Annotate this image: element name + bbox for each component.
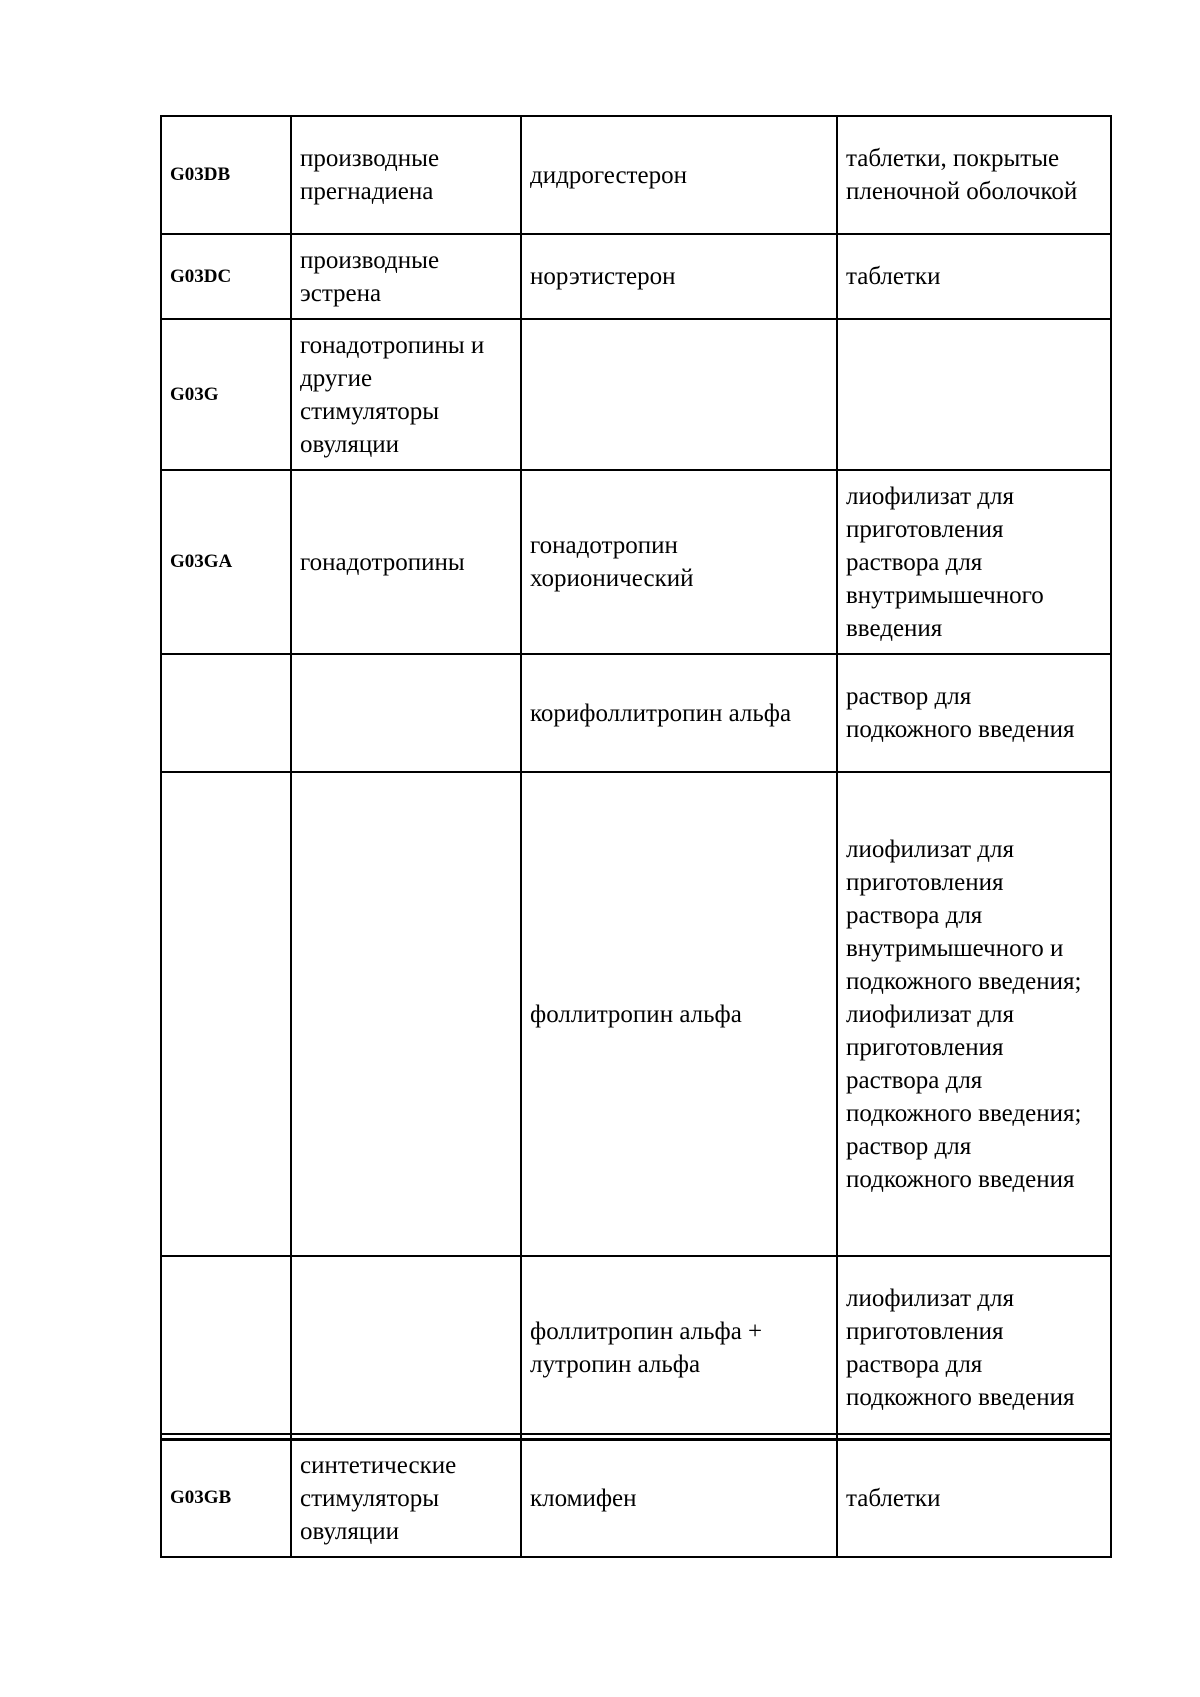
group-cell: синтетические стимуляторы овуляции <box>291 1439 521 1557</box>
atc-code-cell: G03GB <box>161 1439 291 1557</box>
drug-cell: фоллитропин альфа + лутропин альфа <box>521 1256 837 1440</box>
atc-code-cell: G03DB <box>161 116 291 234</box>
form-cell: лиофилизат для приготовления раствора для внутримышечного и подкожного введения; лиофилизат для приготовления раствора для подкожного введения; раствор для подкожного введения <box>837 772 1111 1256</box>
drug-table <box>160 115 1112 1441</box>
table-row <box>161 234 1111 319</box>
form-cell: лиофилизат для приготовления раствора для подкожного введения <box>837 1256 1111 1440</box>
atc-code-cell: G03G <box>161 319 291 470</box>
group-cell: гонадотропины и другие стимуляторы овуляции <box>291 319 521 470</box>
drug-cell: корифоллитропин альфа <box>521 654 837 772</box>
atc-code-cell <box>161 1256 291 1440</box>
group-cell <box>291 1256 521 1440</box>
atc-code-cell <box>161 654 291 772</box>
form-cell: таблетки <box>837 234 1111 319</box>
table-row <box>161 319 1111 470</box>
group-cell <box>291 772 521 1256</box>
table-row <box>161 654 1111 772</box>
form-cell: таблетки, покрытые пленочной оболочкой <box>837 116 1111 234</box>
atc-code-cell: G03GA <box>161 470 291 654</box>
group-cell: гонадотропины <box>291 470 521 654</box>
drug-table-continued <box>160 1438 1112 1558</box>
drug-cell <box>521 319 837 470</box>
form-cell <box>837 319 1111 470</box>
table-row <box>161 1439 1111 1557</box>
table-row <box>161 772 1111 1256</box>
table-row <box>161 116 1111 234</box>
atc-code-cell <box>161 772 291 1256</box>
form-cell: таблетки <box>837 1439 1111 1557</box>
table-divider <box>160 1433 1110 1435</box>
group-cell <box>291 654 521 772</box>
form-cell: раствор для подкожного введения <box>837 654 1111 772</box>
table-row <box>161 1256 1111 1440</box>
form-cell: лиофилизат для приготовления раствора для внутримышечного введения <box>837 470 1111 654</box>
group-cell: производные прегнадиена <box>291 116 521 234</box>
table-row <box>161 470 1111 654</box>
drug-cell: дидрогестерон <box>521 116 837 234</box>
drug-cell: кломифен <box>521 1439 837 1557</box>
drug-cell: фоллитропин альфа <box>521 772 837 1256</box>
drug-cell: гонадотропин хорионический <box>521 470 837 654</box>
atc-code-cell: G03DC <box>161 234 291 319</box>
group-cell: производные эстрена <box>291 234 521 319</box>
drug-cell: норэтистерон <box>521 234 837 319</box>
